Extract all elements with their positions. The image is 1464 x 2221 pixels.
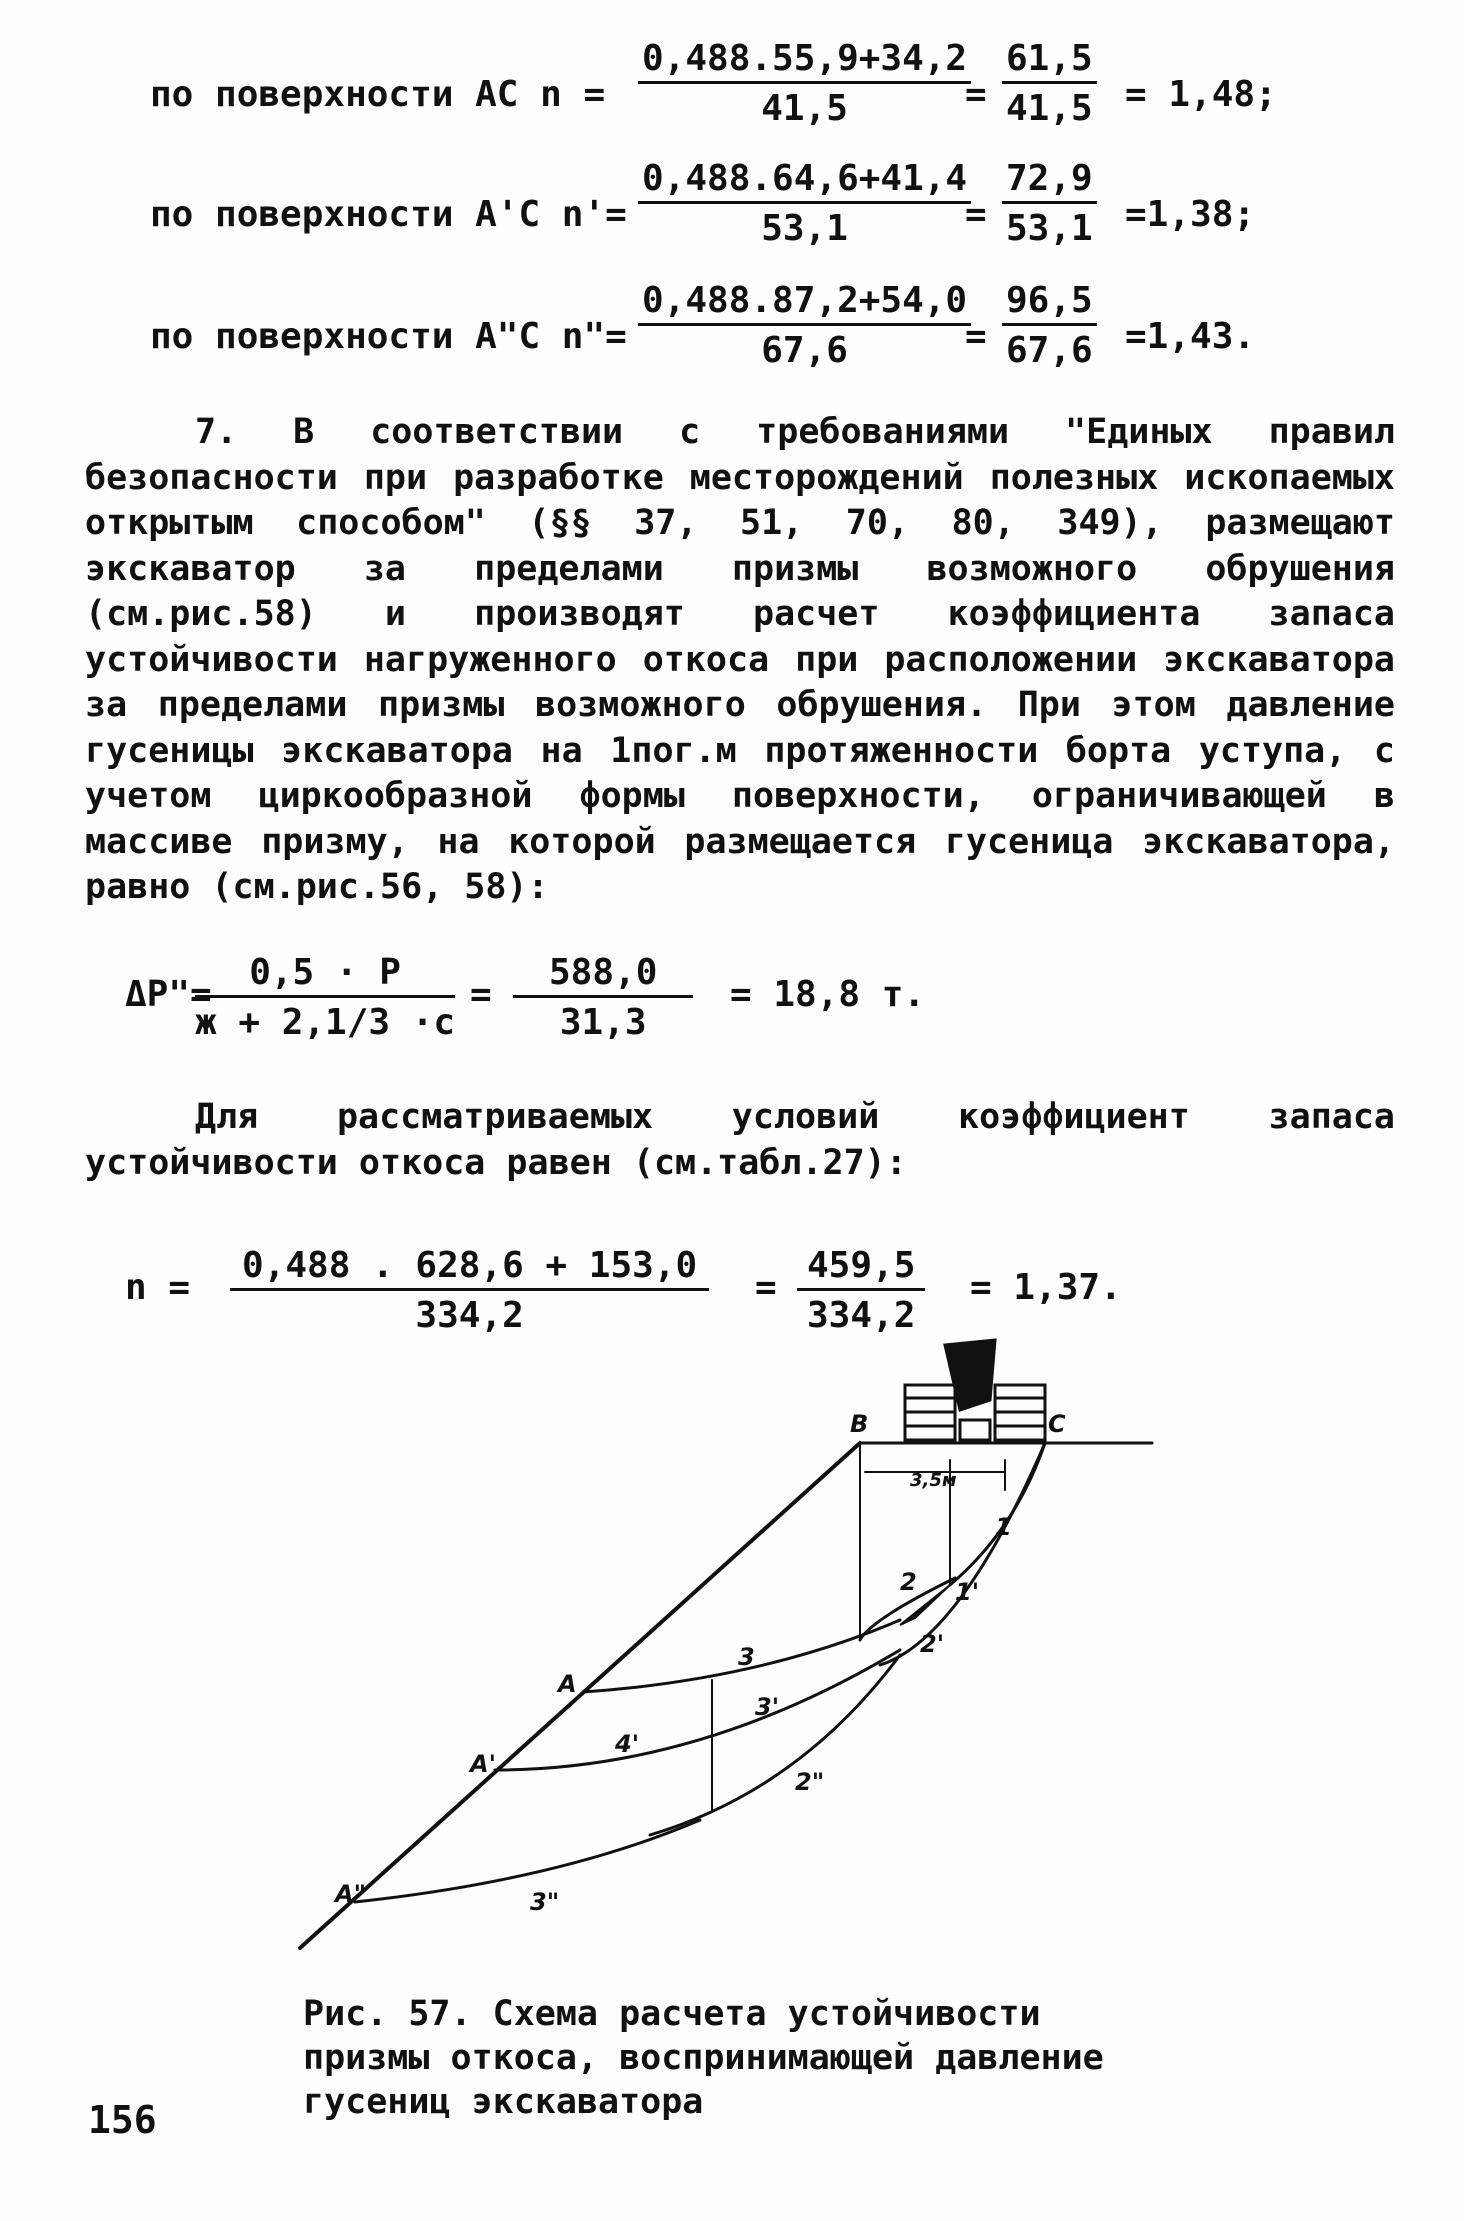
numerator: 96,5 <box>1002 280 1097 326</box>
paragraph-7 <box>85 410 1395 911</box>
denominator: 31,3 <box>559 1002 647 1043</box>
excavator-track-icon <box>905 1340 1045 1440</box>
fraction-main <box>638 280 971 371</box>
result: = 1,48; <box>1125 74 1277 115</box>
formula-label: по поверхности А'С n'= <box>150 194 627 235</box>
label-1: 1 <box>995 1513 1012 1541</box>
numerator: 72,9 <box>1002 158 1097 204</box>
result: = 1,37. <box>970 1267 1122 1308</box>
label-2-double-prime: 2" <box>795 1768 825 1796</box>
label-a: A <box>558 1670 577 1698</box>
slip-curve-2-prime <box>880 1443 1045 1665</box>
label-3-double-prime: 3" <box>530 1888 560 1916</box>
result: = 18,8 т. <box>730 974 926 1015</box>
numerator: 0,488.87,2+54,0 <box>638 280 971 326</box>
slip-curve-3-double-prime <box>355 1820 700 1902</box>
label-a-double-prime: A" <box>335 1880 367 1908</box>
denominator: 67,6 <box>761 330 848 371</box>
denominator: 41,5 <box>761 88 848 129</box>
denominator: 67,6 <box>1006 330 1093 371</box>
numerator: 0,488 . 628,6 + 153,0 <box>230 1245 709 1291</box>
label-dim: 3,5м <box>910 1470 957 1491</box>
page-number: 156 <box>88 2098 157 2142</box>
denominator: 53,1 <box>761 208 848 249</box>
fraction-main <box>195 952 455 1043</box>
label-1-prime: 1' <box>955 1578 980 1606</box>
denominator: ж + 2,1/3 ·с <box>195 1002 456 1043</box>
slip-curve-2-double-prime <box>650 1655 900 1835</box>
paragraph-conditions <box>85 1095 1395 1186</box>
fraction-reduced <box>1002 158 1097 249</box>
fraction-main <box>638 38 971 129</box>
denominator: 53,1 <box>1006 208 1093 249</box>
label-3-prime: 3' <box>755 1693 780 1721</box>
fraction-reduced <box>1002 38 1097 129</box>
label-4-prime: 4' <box>615 1730 640 1758</box>
denominator: 41,5 <box>1006 88 1093 129</box>
formula-lhs: n = <box>125 1267 191 1308</box>
label-2: 2 <box>900 1568 917 1596</box>
label-a-prime: A' <box>470 1750 496 1778</box>
equals-sign: = <box>965 74 987 115</box>
numerator: 0,488.55,9+34,2 <box>638 38 971 84</box>
fraction-main <box>230 1245 709 1336</box>
denominator: 334,2 <box>807 1295 916 1336</box>
caption-text: Рис. 57. Схема расчета устойчивости призмы откоса, воспринимающей давление гусениц экскаватора <box>303 1994 1104 2122</box>
fraction-reduced <box>1002 280 1097 371</box>
numerator: 0,5 · P <box>195 952 455 998</box>
equals-sign: = <box>470 974 492 1015</box>
label-c: C <box>1048 1410 1066 1438</box>
fraction-main <box>638 158 971 249</box>
numerator: 0,488.64,6+41,4 <box>638 158 971 204</box>
result: =1,38; <box>1125 194 1256 235</box>
numerator: 459,5 <box>797 1245 925 1291</box>
figure-caption <box>303 1992 1163 2124</box>
fraction-reduced <box>513 952 693 1043</box>
result: =1,43. <box>1125 316 1256 357</box>
paragraph-text: 7. В соответствии с требованиями "Единых правил безопасности при разработке месторождений полезных ископаемых открытым способом" (§§ 37, 51, 70, 80, 349), размещают экскаватор за пределами призмы возможного обрушения (см.рис.58) и производят расчет коэффициента запаса устойчивости нагруженного откоса при расположении экскаватора за пределами призмы возможного обрушения. При этом давление гусеницы экскаватора на 1пог.м протяженности борта уступа, с учетом циркообразной формы поверхности, ограничивающей в массиве призму, на которой размещается гусеница экскаватора, равно (см.рис.56, 58): <box>85 412 1395 907</box>
label-2-prime: 2' <box>920 1630 945 1658</box>
formula-label: по поверхности АС n = <box>150 74 606 115</box>
slip-curve-3-prime <box>495 1650 900 1770</box>
label-b: B <box>850 1410 869 1438</box>
formula-lhs: ΔP"= <box>125 974 212 1015</box>
equals-sign: = <box>965 316 987 357</box>
formula-a1c <box>150 158 1350 268</box>
formula-a2c <box>150 280 1350 390</box>
fraction-reduced <box>797 1245 925 1336</box>
paragraph-text: Для рассматриваемых условий коэффициент запаса устойчивости откоса равен (см.табл.27): <box>85 1097 1395 1183</box>
formula-delta-p <box>125 952 1025 1092</box>
formula-ac <box>150 38 1350 148</box>
label-3: 3 <box>738 1643 755 1671</box>
equals-sign: = <box>755 1267 777 1308</box>
slope-stability-figure <box>0 1330 1464 1970</box>
formula-label: по поверхности А"С n"= <box>150 316 627 357</box>
equals-sign: = <box>965 194 987 235</box>
numerator: 61,5 <box>1002 38 1097 84</box>
numerator: 588,0 <box>513 952 693 998</box>
denominator: 334,2 <box>415 1295 524 1336</box>
